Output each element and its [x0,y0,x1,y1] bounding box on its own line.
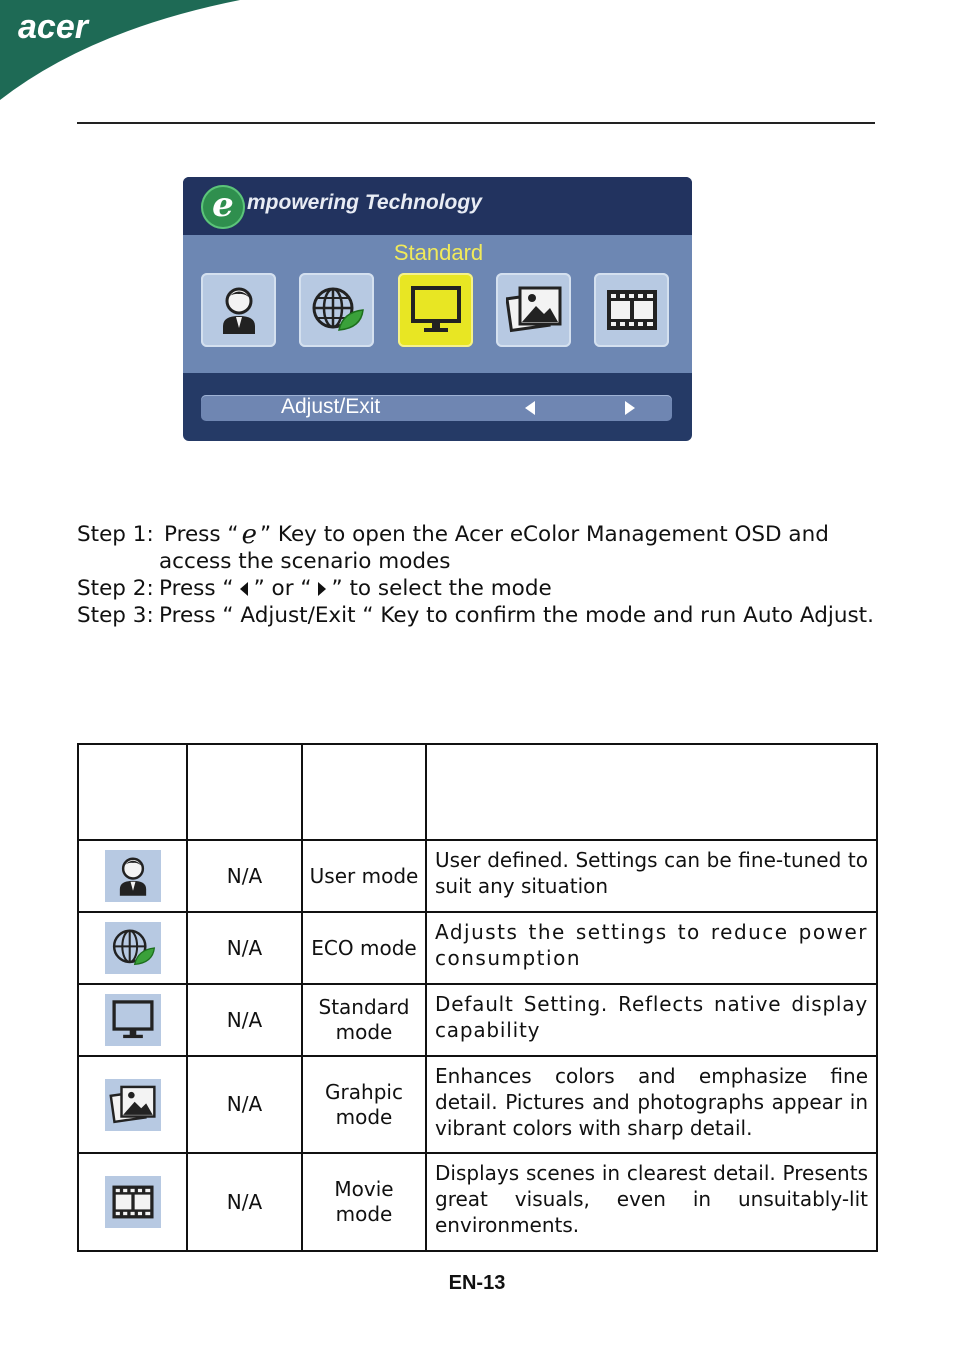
description-cell: Enhances colors and emphasize fine detail. Pictures and photographs appear in vibrant colors with sharp detail. [426,1056,877,1153]
header-cell [78,744,187,840]
monitor-icon [105,994,161,1046]
left-arrow-icon[interactable] [525,401,535,415]
right-arrow-icon[interactable] [625,401,635,415]
osd-graphic-mode-button[interactable] [496,273,571,347]
osd-user-mode-button[interactable] [201,273,276,347]
acer-logo: acer [18,8,88,46]
film-icon [105,1176,161,1228]
osd-movie-mode-button[interactable] [594,273,669,347]
photo-icon [105,1079,161,1131]
eco-globe-icon [105,922,161,974]
table-header-row [78,744,877,840]
hotkey-cell: N/A [187,1153,302,1251]
ecolor-osd-panel [183,177,692,441]
empowering-e-icon: e [201,185,245,229]
osd-current-mode: Standard [393,240,484,265]
acer-brand-corner [0,0,250,104]
photo-icon [506,282,562,338]
description-cell: User defined. Settings can be fine-tuned to suit any situation [426,840,877,912]
header-cell [187,744,302,840]
user-icon [105,850,161,902]
hotkey-cell: N/A [187,984,302,1056]
instruction-steps [77,521,907,629]
mode-name-cell: Movie mode [302,1153,426,1251]
header-rule [77,122,875,124]
osd-body [183,235,692,373]
step-1: Step 1: Press “ e ” Key to open the Acer eColor Management OSD and [77,520,829,550]
header-cell [302,744,426,840]
scenario-modes-table [77,743,878,1252]
table-row [78,840,877,912]
osd-standard-mode-button[interactable] [398,273,473,347]
description-cell: Adjusts the settings to reduce power consumption [426,912,877,984]
mode-name-cell: User mode [302,840,426,912]
adjust-exit-label: Adjust/Exit [281,395,381,418]
table-row [78,1153,877,1251]
left-triangle-icon [240,582,248,596]
hotkey-cell: N/A [187,912,302,984]
osd-header [183,177,692,235]
description-cell: Displays scenes in clearest detail. Presents great visuals, even in unsuitably-lit environments. [426,1153,877,1251]
page-number: EN-13 [448,1272,506,1294]
user-icon [211,282,267,338]
table-row [78,984,877,1056]
osd-title: mpowering Technology [247,191,482,214]
monitor-icon [408,282,464,338]
hotkey-cell: N/A [187,1056,302,1153]
header-cell [426,744,877,840]
step-1-continuation: access the scenario modes [159,549,451,574]
film-icon [604,282,660,338]
e-key-icon: e [241,520,257,550]
hotkey-cell: N/A [187,840,302,912]
mode-name-cell: Standard mode [302,984,426,1056]
mode-name-cell: ECO mode [302,912,426,984]
table-row [78,912,877,984]
step-3: Step 3: Press “ Adjust/Exit “ Key to confirm the mode and run Auto Adjust. [77,603,874,628]
eco-globe-icon [309,282,365,338]
description-cell: Default Setting. Reflects native display capability [426,984,877,1056]
step-2: Step 2: Press “ ” or “ ” to select the mode [77,576,552,601]
mode-name-cell: Grahpic mode [302,1056,426,1153]
osd-adjust-exit-bar[interactable] [201,395,672,421]
osd-eco-mode-button[interactable] [299,273,374,347]
right-triangle-icon [318,582,326,596]
table-row [78,1056,877,1153]
